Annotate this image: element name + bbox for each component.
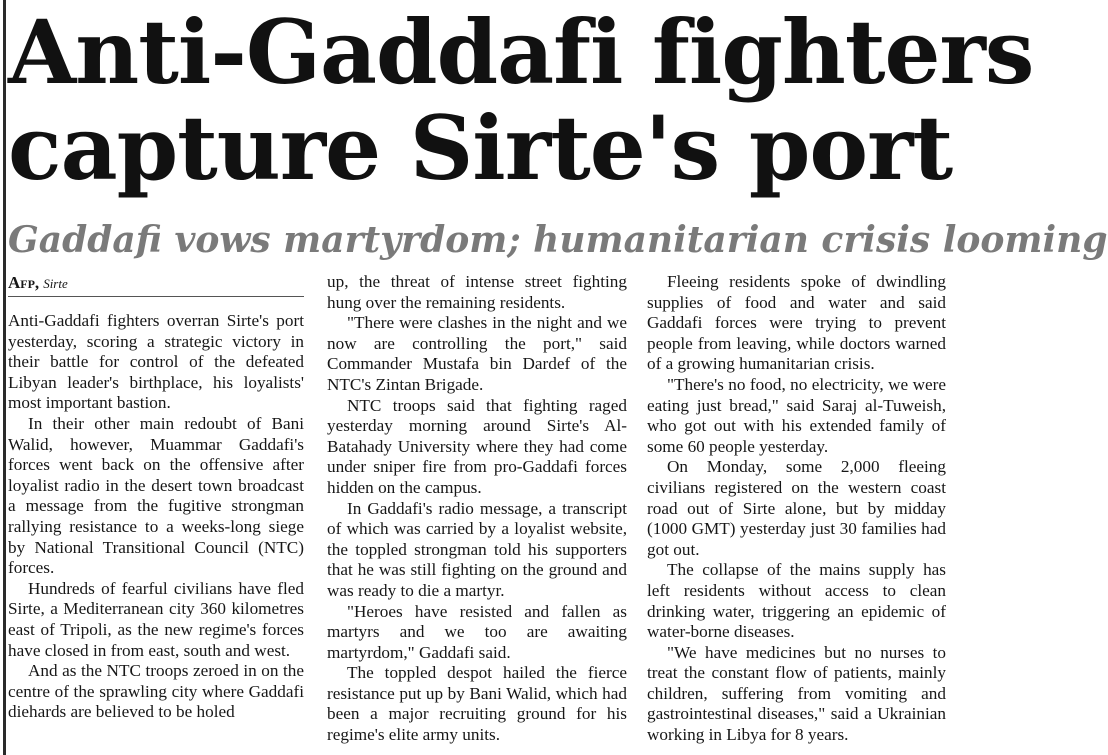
article-paragraph: On Monday, some 2,000 fleeing civilians registered on the western coast road out of Sirte alone, but by midday (1000 GMT) yesterday just 30 families had got out. [647,457,946,559]
article-paragraph: And as the NTC troops zeroed in on the centre of the sprawling city where Gaddafi diehards are believed to be holed [8,661,304,722]
article-paragraph: The toppled despot hailed the fierce resistance put up by Bani Walid, which had been a major recruiting ground for his regime's elite army units. [327,663,627,745]
article-paragraph: Hundreds of fearful civilians have fled Sirte, a Mediterranean city 360 kilometres east of Tripoli, as the new regime's forces have closed in from east, south and west. [8,578,304,660]
page-left-rule [3,0,6,755]
article-paragraph: "There's no food, no electricity, we were eating just bread," said Saraj al-Tuweish, who got out with his extended family of some 60 people yesterday. [647,374,946,456]
article-column-3 [647,272,946,746]
article-column-1 [8,272,304,723]
article-column-2 [327,272,627,746]
article-paragraph: The collapse of the mains supply has left residents without access to clean drinking water, triggering an epidemic of water-borne diseases. [647,560,946,642]
headline [8,0,1034,200]
byline-agency: Afp, [8,273,40,292]
article-paragraph: up, the threat of intense street fighting hung over the remaining residents. [327,272,627,312]
byline-place: Sirte [43,276,68,291]
headline-line-1: Anti-Gaddafi fighters [8,0,1034,104]
article-paragraph: NTC troops said that fighting raged yesterday morning around Sirte's Al-Batahady University where they had come under sniper fire from pro-Gaddafi forces hidden on the campus. [327,395,627,497]
article-paragraph: In Gaddafi's radio message, a transcript of which was carried by a loyalist website, the toppled strongman told his supporters that he was still fighting on the ground and was ready to die a martyr. [327,498,627,600]
article-paragraph: Fleeing residents spoke of dwindling supplies of food and water and said Gaddafi forces were trying to prevent people from leaving, while doctors warned of a growing humanitarian crisis. [647,272,946,374]
headline-line-2: capture Sirte's port [8,96,953,200]
byline [8,272,304,297]
article-paragraph: "Heroes have resisted and fallen as martyrs and we too are awaiting martyrdom," Gaddafi said. [327,601,627,662]
article-paragraph: "There were clashes in the night and we now are controlling the port," said Commander Mustafa bin Dardef of the NTC's Zintan Brigade. [327,313,627,394]
article-paragraph: Anti-Gaddafi fighters overran Sirte's port yesterday, scoring a strategic victory in their battle for control of the defeated Libyan leader's birthplace, his loyalists' most important bastion. [8,311,304,413]
subheadline: Gaddafi vows martyrdom; humanitarian crisis looming [8,219,1108,261]
article-paragraph: In their other main redoubt of Bani Walid, however, Muammar Gaddafi's forces went back on the offensive after loyalist radio in the desert town broadcast a message from the fugitive strongman rallying resistance to a weeks-long siege by National Transitional Council (NTC) forces. [8,413,304,578]
article-paragraph: "We have medicines but no nurses to treat the constant flow of patients, mainly children, suffering from vomiting and gastrointestinal diseases," said a Ukrainian working in Libya for 8 years. [647,642,946,745]
